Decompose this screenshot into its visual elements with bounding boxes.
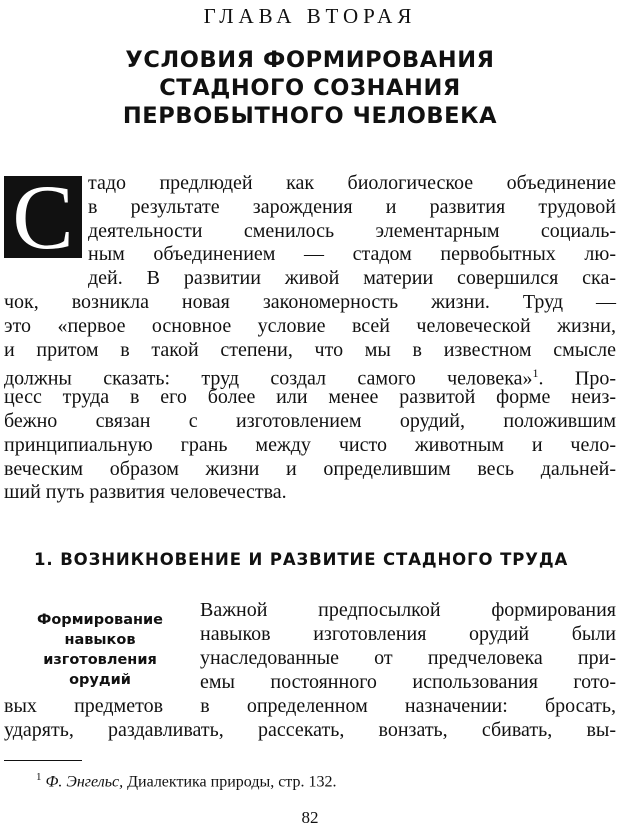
footnote-text: Диалектика природы, стр. 132. xyxy=(123,773,337,791)
side-heading-line: изготовления xyxy=(43,652,157,668)
text-line-with-footnote-ref xyxy=(4,362,616,391)
title-line: ПЕРВОБЫТНОГО ЧЕЛОВЕКА xyxy=(122,103,498,129)
text-line: чок, возникла новая закономерность жизни. Труд — xyxy=(4,290,616,313)
chapter-label: ГЛАВА ВТОРАЯ xyxy=(203,4,417,28)
text-line: унаследованные от предчеловека при- xyxy=(200,647,616,669)
text-line: дей. В развитии живой материи совершился ска- xyxy=(88,267,616,290)
text-line: ший путь развития человечества. xyxy=(4,481,287,504)
text-line: тадо предлюдей как биологическое объединение xyxy=(88,172,616,194)
side-heading-line: орудий xyxy=(69,672,131,688)
text-line: ударять, раздавливать, рассекать, вонзать, сбивать, вы- xyxy=(4,719,616,741)
text-line: цесс труда в его более или менее развитой форме неиз- xyxy=(4,386,616,409)
intro-paragraph xyxy=(4,172,616,505)
text-line: ным объединением — стадом первобытных лю- xyxy=(88,243,616,266)
drop-cap-initial: С xyxy=(4,176,82,258)
text-fragment: должны сказать: труд создал самого человека» xyxy=(4,368,533,391)
footnote xyxy=(36,771,337,791)
text-line: веческим образом жизни и определившим весь дальней- xyxy=(4,457,616,480)
side-heading-line: Формирование xyxy=(36,612,164,628)
text-line: емы постоянного использования гото- xyxy=(200,671,616,693)
footnote-author: Ф. Энгельс, xyxy=(45,773,124,791)
text-line: и притом в такой степени, что мы в известном смысле xyxy=(4,338,616,361)
text-line: это «первое основное условие всей человеческой жизни, xyxy=(4,314,616,337)
text-line: бежно связан с изготовлением орудий, положившим xyxy=(4,409,616,432)
text-line: в результате зарождения и развития трудовой xyxy=(88,195,616,218)
text-line: вых предметов в определенном назначении: бросать, xyxy=(4,695,616,717)
footnote-divider xyxy=(4,760,82,761)
chapter-title xyxy=(0,46,620,130)
section-heading: 1. ВОЗНИКНОВЕНИЕ И РАЗВИТИЕ СТАДНОГО ТРУДА xyxy=(34,550,569,569)
text-line: деятельности сменилось элементарным социаль- xyxy=(88,219,616,242)
footnote-marker: 1 xyxy=(36,771,42,783)
title-line: СТАДНОГО СОЗНАНИЯ xyxy=(159,75,461,101)
page-number: 82 xyxy=(301,808,319,827)
side-heading-line: навыков xyxy=(64,632,136,648)
text-line: навыков изготовления орудий были xyxy=(200,623,616,645)
text-line: Важной предпосылкой формирования xyxy=(200,599,616,621)
footnote-reference: 1 xyxy=(532,366,539,381)
text-line: принципиальную грань между чисто животным и чело- xyxy=(4,433,616,456)
title-line: УСЛОВИЯ ФОРМИРОВАНИЯ xyxy=(125,47,495,73)
text-fragment: . Про- xyxy=(538,368,616,391)
section-paragraph xyxy=(4,598,616,742)
